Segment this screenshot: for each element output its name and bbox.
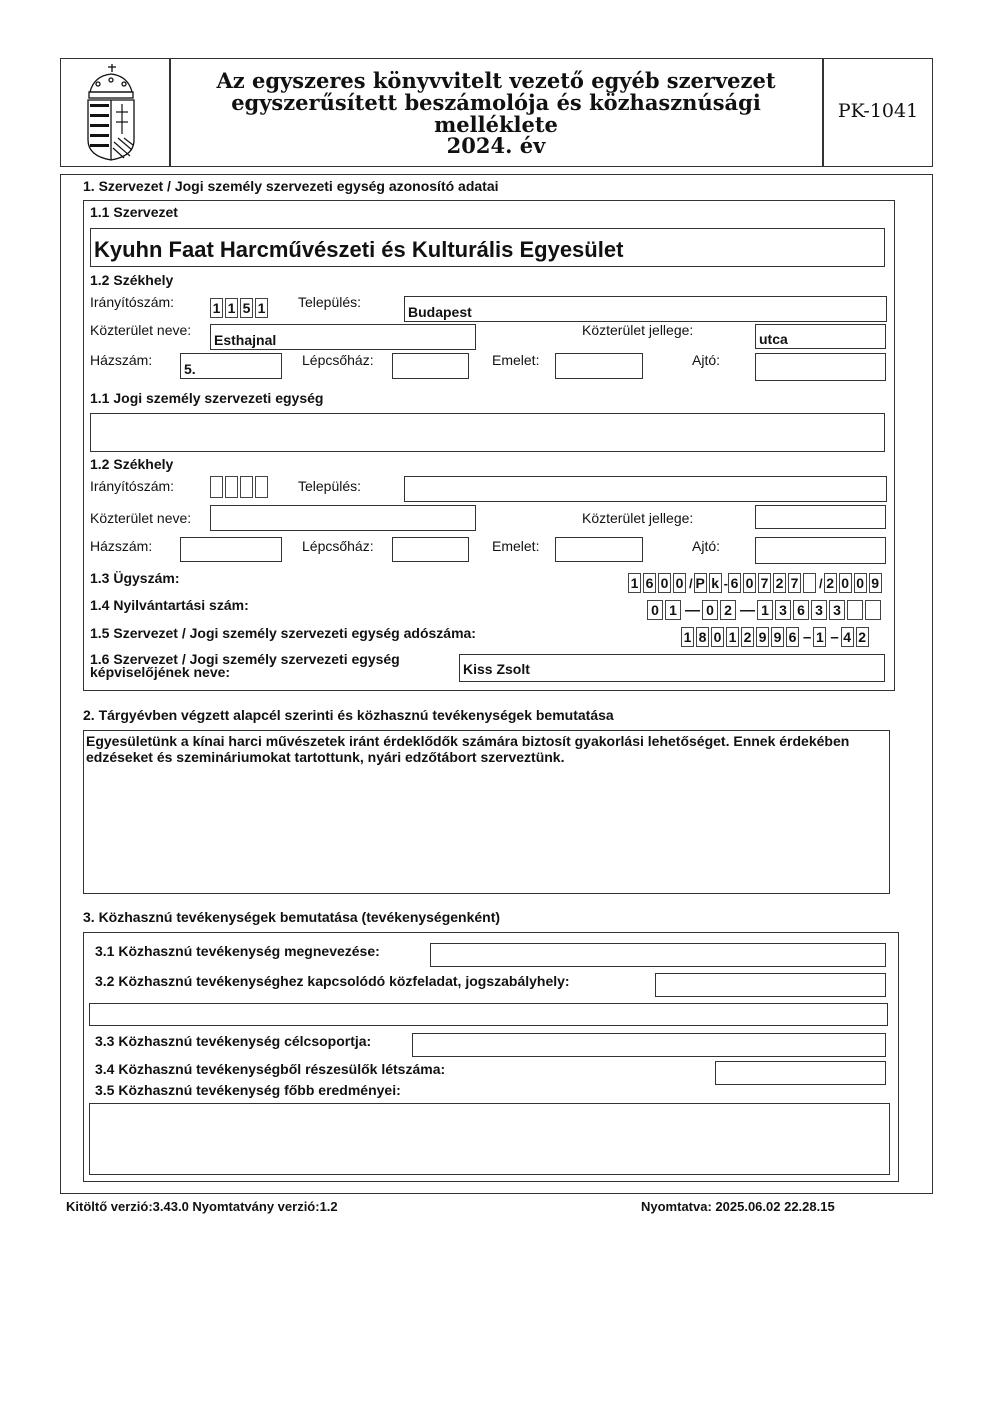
representative-value: Kiss Zsolt [463, 661, 530, 677]
case-digit: 1 [628, 573, 641, 593]
beneficiaries-label: 3.4 Közhasznú tevékenységből részesülők létszáma: [95, 1061, 446, 1077]
registry-digit: 0 [702, 600, 718, 620]
legal-house-label: Házszám: [90, 538, 153, 554]
legal-stair-label: Lépcsőház: [302, 538, 374, 554]
door-field[interactable] [755, 353, 886, 381]
house-value: 5. [184, 361, 196, 377]
tax-digit: 9 [756, 627, 769, 647]
form-title-line1: Az egyszeres könyvvitelt vezető egyéb szervezet [216, 68, 776, 93]
legal-street-field[interactable] [210, 505, 476, 531]
street-label: Közterület neve: [90, 322, 192, 338]
house-field[interactable] [180, 353, 282, 379]
tax-digit: 6 [786, 627, 799, 647]
registry-digit: 3 [811, 600, 827, 620]
case-number-label: 1.3 Ügyszám: [90, 570, 180, 586]
tax-digit: 2 [856, 627, 869, 647]
registry-number-field[interactable] [647, 599, 883, 621]
city-field[interactable] [404, 296, 887, 322]
house-label: Házszám: [90, 352, 153, 368]
legal-door-label: Ajtó: [692, 538, 721, 554]
registry-digit: 2 [720, 600, 736, 620]
tax-digit: 1 [813, 627, 826, 647]
legal-street-type-field[interactable] [755, 505, 886, 529]
tax-digit: 4 [841, 627, 854, 647]
org-name-value: Kyuhn Faat Harcművészeti és Kulturális Egyesület [94, 237, 624, 262]
section3-title: 3. Közhasznú tevékenységek bemutatása (tevékenységenként) [83, 909, 501, 925]
representative-field[interactable] [459, 654, 885, 682]
case-digit: 6 [643, 573, 656, 593]
legal-street-label: Közterület neve: [90, 510, 192, 526]
legal-zip-digit [225, 476, 238, 498]
public-task-label: 3.2 Közhasznú tevékenységhez kapcsolódó közfeladat, jogszabályhely: [95, 973, 570, 989]
zip-digit: 1 [255, 298, 268, 318]
tax-separator: – [803, 628, 812, 646]
legal-house-field[interactable] [180, 537, 282, 562]
public-task-field[interactable] [655, 973, 886, 997]
form-title-line2: egyszerűsített beszámolója és közhasznúsági melléklete [231, 90, 761, 137]
case-digit: 0 [854, 573, 867, 593]
case-separator: / [818, 575, 823, 591]
tax-digit: 8 [696, 627, 709, 647]
representative-label-line1: 1.6 Szervezet / Jogi személy szervezeti egység [90, 651, 400, 667]
case-digit: 6 [728, 573, 741, 593]
zip-label: Irányítószám: [90, 294, 175, 310]
representative-label-line2: képviselőjének neve: [90, 664, 231, 680]
public-task-continuation-field[interactable] [89, 1003, 888, 1026]
legal-zip-field[interactable] [210, 476, 270, 498]
tax-number-label: 1.5 Szervezet / Jogi személy szervezeti egység adószáma: [90, 625, 476, 641]
stair-label: Lépcsőház: [302, 352, 374, 368]
results-label: 3.5 Közhasznú tevékenység főbb eredményei: [95, 1082, 401, 1098]
legal-stair-field[interactable] [392, 537, 469, 562]
form-code: PK-1041 [837, 100, 919, 122]
registry-separator: — [740, 601, 755, 619]
legal-floor-field[interactable] [555, 537, 643, 562]
legal-unit-label: 1.1 Jogi személy szervezeti egység [90, 390, 324, 406]
section2-title: 2. Tárgyévben végzett alapcél szerinti és közhasznú tevékenységek bemutatása [83, 707, 614, 723]
legal-zip-label: Irányítószám: [90, 478, 175, 494]
org-name-field[interactable] [90, 228, 885, 267]
tax-digit: 0 [711, 627, 724, 647]
case-separator: / [689, 575, 693, 591]
legal-zip-digit [240, 476, 253, 498]
registry-digit: 3 [829, 600, 845, 620]
case-digit: 7 [758, 573, 771, 593]
registry-digit: 0 [647, 600, 663, 620]
case-char: P [695, 575, 705, 591]
seat-label: 1.2 Székhely [90, 272, 174, 288]
street-type-value: utca [759, 331, 788, 347]
target-group-field[interactable] [412, 1033, 886, 1057]
city-value: Budapest [408, 304, 472, 320]
case-digit: 0 [839, 573, 852, 593]
footer-printed: Nyomtatva: 2025.06.02 22.28.15 [641, 1199, 835, 1214]
registry-digit: 6 [793, 600, 809, 620]
case-digit: 2 [773, 573, 786, 593]
street-field[interactable] [210, 324, 476, 350]
registry-digit [865, 600, 881, 620]
activity-name-label: 3.1 Közhasznú tevékenység megnevezése: [95, 943, 380, 959]
case-digit: 7 [788, 573, 801, 593]
activity-name-field[interactable] [430, 943, 886, 967]
tax-digit: 2 [741, 627, 754, 647]
beneficiaries-field[interactable] [715, 1061, 886, 1085]
door-label: Ajtó: [692, 352, 721, 368]
activities-description-value: Egyesületünk a kínai harci művészetek iránt érdeklődők számára biztosít gyakorlási lehetőséget. Ennek érdekében edzéseket és szemináriumokat tartottunk, nyári edzőtábort szerveztünk. [86, 733, 850, 765]
city-label: Település: [298, 294, 362, 310]
floor-field[interactable] [555, 353, 643, 379]
floor-label: Emelet: [492, 352, 540, 368]
tax-digit: 1 [726, 627, 739, 647]
case-char: k [709, 573, 722, 593]
registry-number-label: 1.4 Nyilvántartási szám: [90, 597, 249, 613]
case-digit [803, 573, 816, 593]
form-year: 2024. év [446, 133, 546, 158]
registry-digit: 1 [665, 600, 681, 620]
tax-separator: – [830, 628, 839, 646]
results-field[interactable] [89, 1103, 890, 1175]
zip-field[interactable] [210, 297, 270, 319]
tax-number-field[interactable] [681, 626, 871, 648]
zip-digit: 1 [225, 298, 238, 318]
legal-zip-digit [255, 476, 268, 498]
legal-city-field[interactable] [404, 476, 887, 502]
registry-digit: 1 [757, 600, 773, 620]
legal-door-field[interactable] [755, 537, 886, 564]
legal-floor-label: Emelet: [492, 538, 540, 554]
case-digit: 9 [869, 573, 882, 593]
case-number-field[interactable] [628, 572, 884, 594]
zip-digit: 5 [240, 298, 253, 318]
legal-zip-digit [210, 476, 223, 498]
legal-seat-label: 1.2 Székhely [90, 456, 174, 472]
legal-street-type-label: Közterület jellege: [582, 510, 694, 526]
registry-separator: — [685, 601, 700, 619]
tax-digit: 9 [771, 627, 784, 647]
footer-versions: Kitöltő verzió:3.43.0 Nyomtatvány verzió:1.2 [66, 1199, 338, 1214]
target-group-label: 3.3 Közhasznú tevékenység célcsoportja: [95, 1033, 372, 1049]
legal-unit-field[interactable] [90, 413, 885, 452]
registry-digit [847, 600, 863, 620]
org-label: 1.1 Szervezet [90, 204, 178, 220]
section1-title: 1. Szervezet / Jogi személy szervezeti egység azonosító adatai [83, 178, 499, 194]
case-separator: - [723, 575, 728, 591]
zip-digit: 1 [210, 298, 223, 318]
case-digit: 0 [743, 573, 756, 593]
tax-digit: 1 [681, 627, 694, 647]
street-type-label: Közterület jellege: [582, 322, 694, 338]
street-type-field[interactable] [755, 324, 886, 349]
registry-digit: 3 [775, 600, 791, 620]
hungarian-coat-of-arms-icon [84, 62, 138, 162]
case-digit: 0 [658, 573, 671, 593]
stair-field[interactable] [392, 353, 469, 379]
case-digit: 0 [673, 573, 686, 593]
activities-description-field[interactable] [83, 730, 890, 894]
legal-city-label: Település: [298, 478, 362, 494]
street-value: Esthajnal [214, 332, 277, 348]
case-digit: 2 [824, 573, 837, 593]
